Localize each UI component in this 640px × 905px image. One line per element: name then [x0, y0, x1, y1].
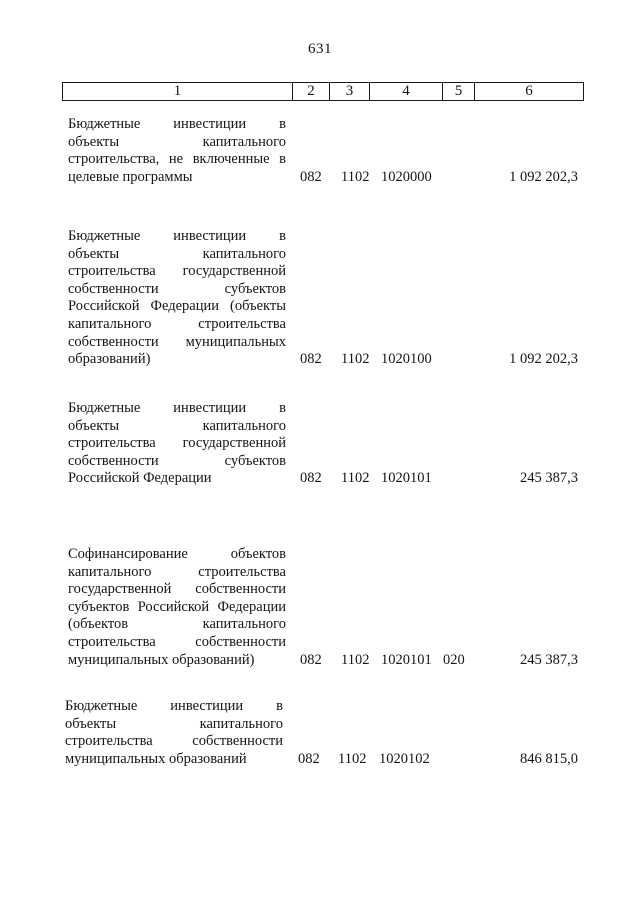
cell-expense-type: 020	[443, 651, 465, 668]
description-line: собственности субъектов	[68, 280, 286, 297]
description-line: (объектов капитального	[68, 616, 286, 633]
description-line: собственности субъектов	[68, 452, 286, 469]
row-description	[68, 400, 286, 488]
cell-target-article: 1020100	[381, 351, 432, 368]
row-description	[68, 228, 286, 369]
column-header-5: 5	[443, 83, 475, 100]
column-header-4: 4	[370, 83, 443, 100]
description-line: строительства собственности	[68, 633, 286, 650]
description-line: государственной собственности	[68, 581, 286, 598]
cell-amount: 245 387,3	[520, 651, 578, 668]
column-header-2: 2	[293, 83, 330, 100]
cell-ministry-code: 082	[300, 351, 322, 368]
description-line: Бюджетные инвестиции в	[68, 116, 286, 132]
column-header-3: 3	[330, 83, 370, 100]
cell-section-code: 1102	[341, 651, 370, 668]
description-line: Софинансирование объектов	[68, 546, 286, 562]
description-line: капитального строительства	[68, 315, 286, 332]
cell-section-code: 1102	[341, 168, 370, 185]
description-line: образований)	[68, 351, 151, 368]
description-line: объекты капитального	[65, 715, 283, 732]
column-header-row	[62, 82, 584, 101]
description-line: строительства государственной	[68, 435, 286, 452]
description-line: Бюджетные инвестиции в	[65, 698, 283, 714]
row-description	[68, 116, 286, 186]
description-line: строительства, не включенные в	[68, 151, 286, 168]
description-line: строительства государственной	[68, 263, 286, 280]
description-line: Российской Федерации (объекты	[68, 298, 286, 315]
cell-section-code: 1102	[338, 750, 367, 767]
description-line: Российской Федерации	[68, 470, 212, 487]
cell-ministry-code: 082	[300, 470, 322, 487]
column-header-6: 6	[525, 83, 533, 99]
cell-amount: 1 092 202,3	[509, 168, 578, 185]
page-number: 631	[308, 41, 332, 57]
cell-target-article: 1020101	[381, 651, 432, 668]
cell-target-article: 1020000	[381, 168, 432, 185]
row-description	[68, 546, 286, 669]
description-line: объекты капитального	[68, 245, 286, 262]
cell-section-code: 1102	[341, 351, 370, 368]
description-line: объекты капитального	[68, 133, 286, 150]
cell-section-code: 1102	[341, 470, 370, 487]
description-line: Бюджетные инвестиции в	[68, 400, 286, 416]
cell-amount: 846 815,0	[520, 750, 578, 767]
description-line: муниципальных образований	[65, 750, 247, 767]
description-line: Бюджетные инвестиции в	[68, 228, 286, 244]
cell-ministry-code: 082	[298, 750, 320, 767]
cell-ministry-code: 082	[300, 168, 322, 185]
description-line: строительства собственности	[65, 733, 283, 750]
cell-ministry-code: 082	[300, 651, 322, 668]
cell-target-article: 1020101	[381, 470, 432, 487]
row-description	[65, 698, 283, 768]
description-line: объекты капитального	[68, 417, 286, 434]
column-header-1: 1	[63, 83, 293, 100]
cell-amount: 1 092 202,3	[509, 351, 578, 368]
description-line: собственности муниципальных	[68, 333, 286, 350]
description-line: субъектов Российской Федерации	[68, 598, 286, 615]
description-line: целевые программы	[68, 168, 193, 185]
cell-amount: 245 387,3	[520, 470, 578, 487]
cell-target-article: 1020102	[379, 750, 430, 767]
description-line: капитального строительства	[68, 563, 286, 580]
description-line: муниципальных образований)	[68, 651, 255, 668]
